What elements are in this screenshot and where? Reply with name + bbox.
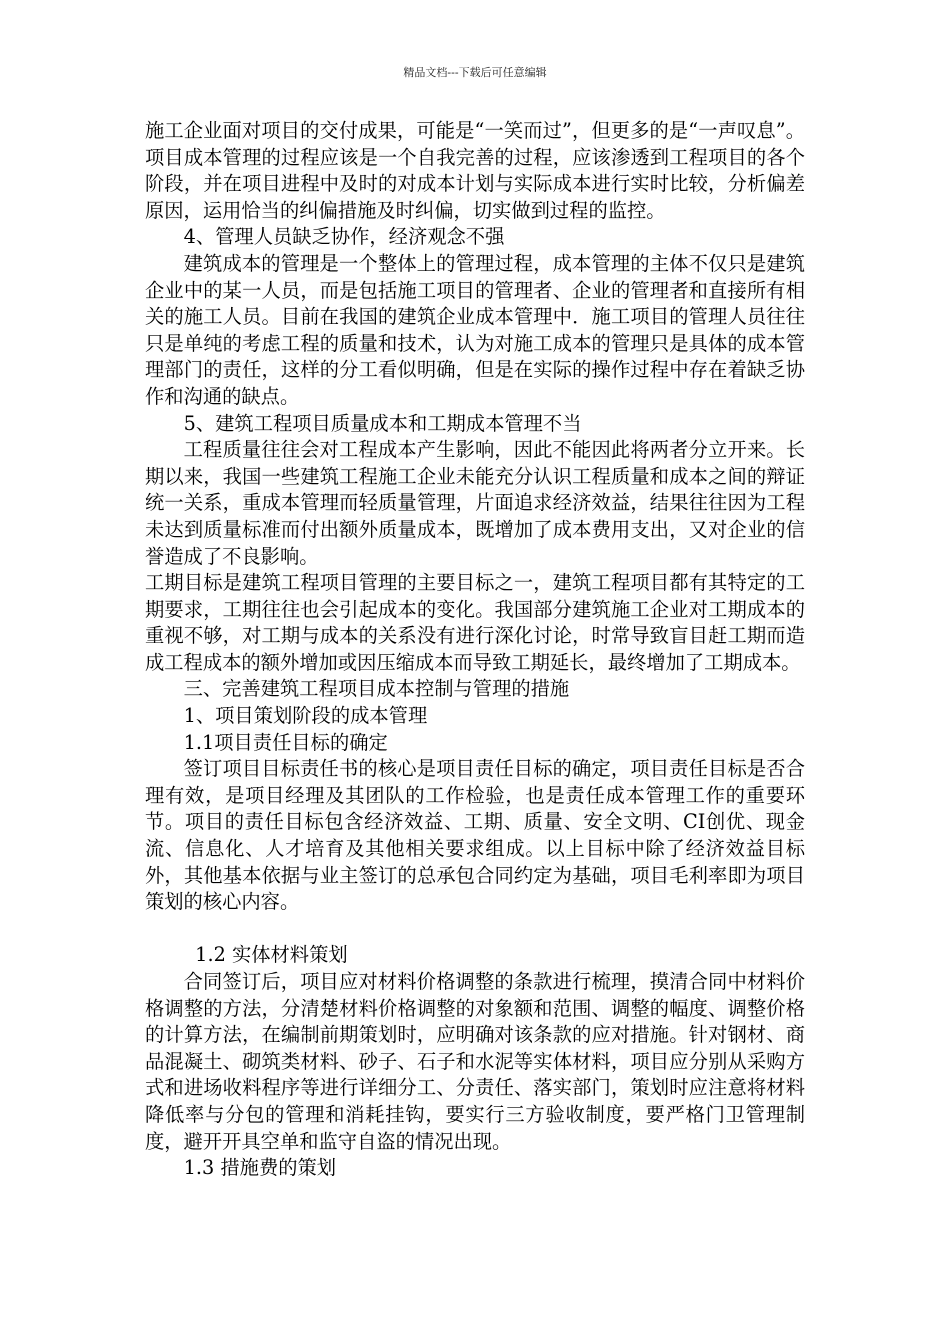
paragraph-material-planning: 合同签订后，项目应对材料价格调整的条款进行梳理，摸清合同中材料价格调整的方法，分清楚材料价格调整的对象额和范围、调整的幅度、调整价格的计算方法，在编制前期策划时，应明确对该条款的应对措施。针对钢材、商品混凝土、砌筑类材料、砂子、石子和水泥等实体材料，项目应分别从采购方式和进场收料程序等进行详细分工、分责任、落实部门，策划时应注意将材料降低率与分包的管理和消耗挂钩，要实行三方验收制度，要严格门卫管理制度，避开开具空单和监守自盗的情况出现。 <box>145 970 805 1153</box>
paragraph-cost-management-subject: 建筑成本的管理是一个整体上的管理过程，成本管理的主体不仅只是建筑企业中的某一人员，而是包括施工项目的管理者、企业的管理者和直接所有相关的施工人员。目前在我国的建筑企业成本管理中．施工项目的管理人员往往只是单纯的考虑工程的质量和技术，认为对施工成本的管理只是具体的成本管理部门的责任，这样的分工看似明确，但是在实际的操作过程中存在着缺乏协作和沟通的缺点。 <box>145 251 805 408</box>
heading-1-1-target-determination: 1.1项目责任目标的确定 <box>183 730 388 754</box>
paragraph-schedule-cost: 工期目标是建筑工程项目管理的主要目标之一，建筑工程项目都有其特定的工期要求，工期往往也会引起成本的变化。我国部分建筑施工企业对工期成本的重视不够，对工期与成本的关系没有进行深化讨论，时常导致盲目赶工期而造成工程成本的额外增加或因压缩成本而导致工期延长，最终增加了工期成本。 <box>145 571 805 674</box>
heading-4-collaboration: 4、管理人员缺乏协作，经济观念不强 <box>183 225 505 249</box>
blank-line <box>145 916 805 943</box>
heading-1-planning-stage: 1、项目策划阶段的成本管理 <box>183 704 428 728</box>
paragraph-responsibility-target: 签订项目目标责任书的核心是项目责任目标的确定，项目责任目标是否合理有效，是项目经理及其团队的工作检验，也是责任成本管理工作的重要环节。项目的责任目标包含经济效益、工期、质量、安全文明、CI创优、现金流、信息化、人才培育及其他相关要求组成。以上目标中除了经济效益目标外，其他基本依据与业主签订的总承包合同约定为基础，项目毛利率即为项目策划的核心内容。 <box>145 757 805 914</box>
page-header: 精品文档---下载后可任意编辑 <box>403 66 547 79</box>
document-body <box>145 118 805 1182</box>
heading-1-3-measure-fee-planning: 1.3 措施费的策划 <box>183 1156 337 1180</box>
section-heading-3-measures: 三、完善建筑工程项目成本控制与管理的措施 <box>183 677 570 701</box>
paragraph-quality-cost: 工程质量往往会对工程成本产生影响，因此不能因此将两者分立开来。长期以来，我国一些建筑工程施工企业未能充分认识工程质量和成本之间的辩证统一关系，重成本管理而轻质量管理，片面追求经济效益，结果往往因为工程未达到质量标准而付出额外质量成本，既增加了成本费用支出，又对企业的信誉造成了不良影响。 <box>145 438 805 568</box>
heading-5-quality-schedule-cost: 5、建筑工程项目质量成本和工期成本管理不当 <box>183 411 582 435</box>
heading-1-2-material-planning: 1.2 实体材料策划 <box>195 943 348 967</box>
paragraph-continuation: 施工企业面对项目的交付成果，可能是“一笑而过”，但更多的是“一声叹息”。项目成本管理的过程应该是一个自我完善的过程，应该渗透到工程项目的各个阶段，并在项目进程中及时的对成本计划与实际成本进行实时比较，分析偏差原因，运用恰当的纠偏措施及时纠偏，切实做到过程的监控。 <box>145 119 805 222</box>
